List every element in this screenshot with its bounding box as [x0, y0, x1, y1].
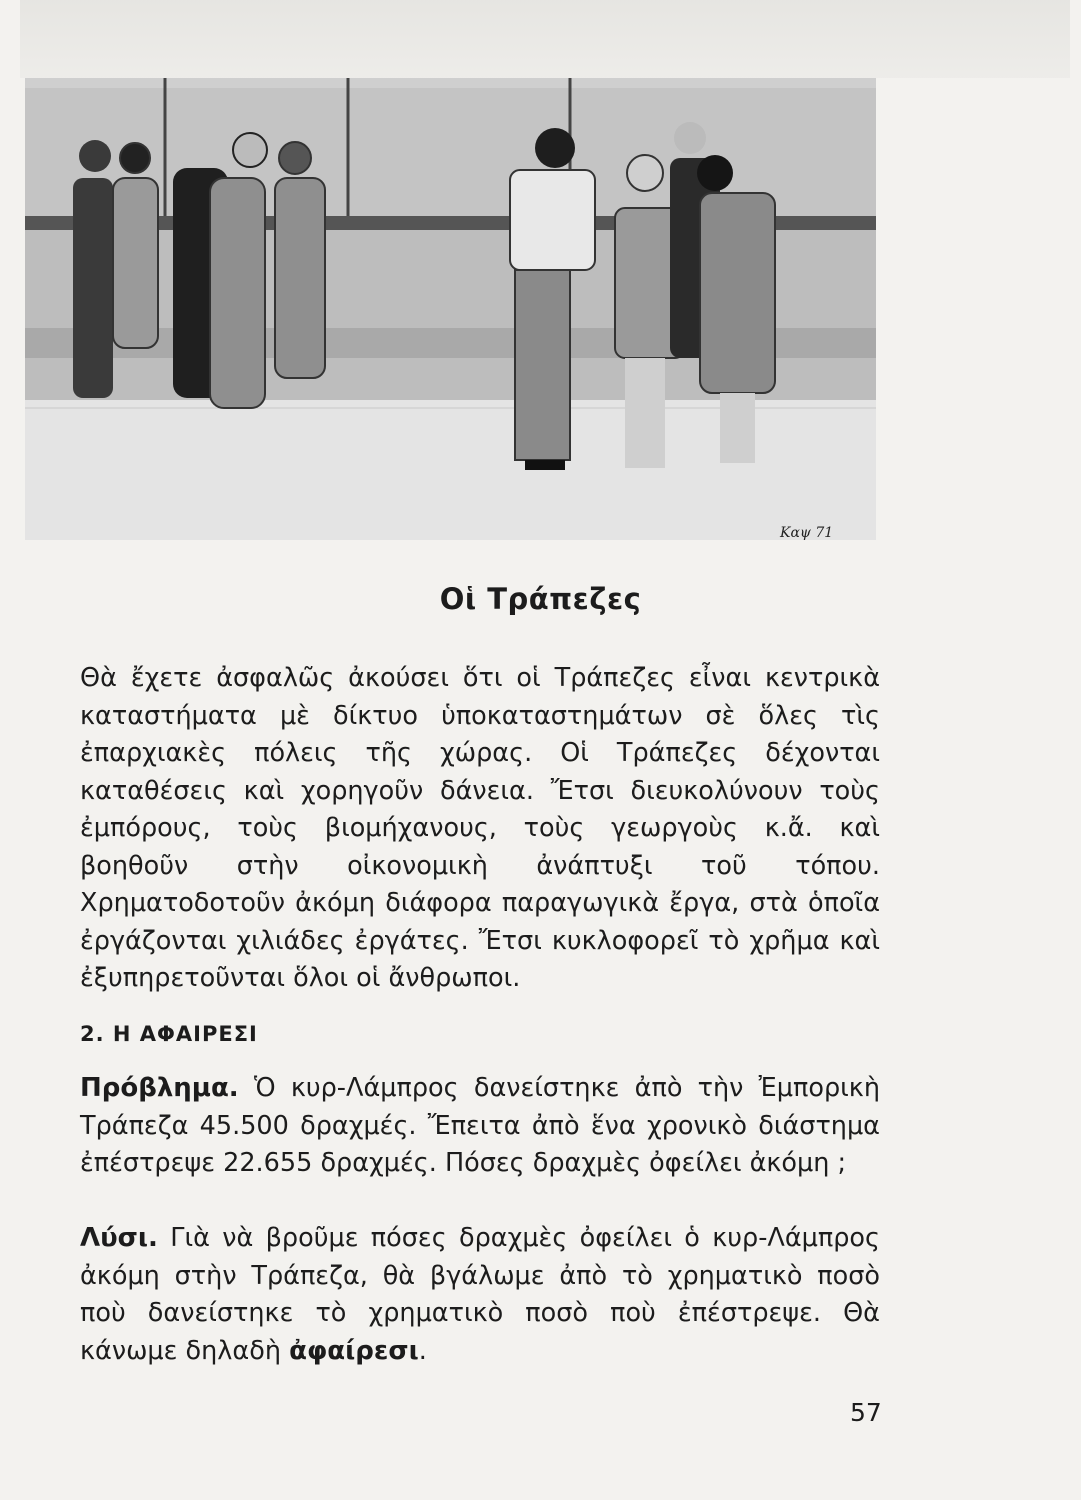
section-number: 2. [80, 1022, 105, 1046]
section-heading-text: Η ΑΦΑΙΡΕΣΙ [112, 1022, 258, 1046]
page-number: 57 [850, 1398, 882, 1427]
solution-text: Γιὰ νὰ βροῦμε πόσες δραχμὲς ὀφείλει ὁ κυρ-Λάμπρος ἀκόμη στὴν Τράπεζα, θὰ βγάλωμε ἀπὸ τὸ χρηματικὸ ποσὸ ποὺ δανείστηκε τὸ χρηματικὸ ποσὸ ποὺ ἐπέστρεψε. Θὰ κάνωμε δηλαδὴ [80, 1223, 881, 1366]
solution-emphasis: ἀφαίρεσι [289, 1335, 419, 1366]
artist-signature: Καψ 71 [780, 525, 834, 541]
problem-paragraph [80, 1070, 880, 1183]
problem-label: Πρόβλημα. [80, 1073, 239, 1103]
solution-paragraph [80, 1220, 880, 1370]
problem-text: Ὁ κυρ-Λάμπρος δανείστηκε ἀπὸ τὴν Ἐμπορικὴ Τράπεζα 45.500 δραχμές. Ἔπειτα ἀπὸ ἕνα χρονικὸ διάστημα ἐπέστρεψε 22.655 δραχμές. Πόσες δραχμὲς ὀφείλει ἀκόμη ; [80, 1073, 880, 1178]
solution-end: . [418, 1335, 427, 1366]
bank-scene-drawing [25, 78, 876, 540]
intro-paragraph [80, 660, 880, 998]
section-heading [80, 1022, 258, 1046]
solution-label: Λύσι. [80, 1223, 158, 1253]
bleed-through-band [20, 0, 1070, 78]
section-title: Οἱ Τράπεζες [439, 582, 642, 616]
intro-text: Θὰ ἔχετε ἀσφαλῶς ἀκούσει ὅτι οἱ Τράπεζες εἶναι κεντρικὰ καταστήματα μὲ δίκτυο ὑποκαταστημάτων σὲ ὅλες τὶς ἐπαρχιακὲς πόλεις τῆς χώρας. Οἱ Τράπεζες δέχονται καταθέσεις καὶ χορηγοῦν δάνεια. Ἔτσι διευκολύνουν τοὺς ἐμπόρους, τοὺς βιομήχανους, τοὺς γεωργοὺς κ.ἄ. καὶ βοηθοῦν στὴν οἰκονομικὴ ἀνάπτυξι τοῦ τόπου. Χρηματοδοτοῦν ἀκόμη διάφορα παραγωγικὰ ἔργα, στὰ ὁποῖα ἐργάζονται χιλιάδες ἐργάτες. Ἔτσι κυκλοφορεῖ τὸ χρῆμα καὶ ἐξυπηρετοῦνται ὅλοι οἱ ἄνθρωποι. [80, 663, 880, 993]
bank-illustration [25, 78, 876, 540]
